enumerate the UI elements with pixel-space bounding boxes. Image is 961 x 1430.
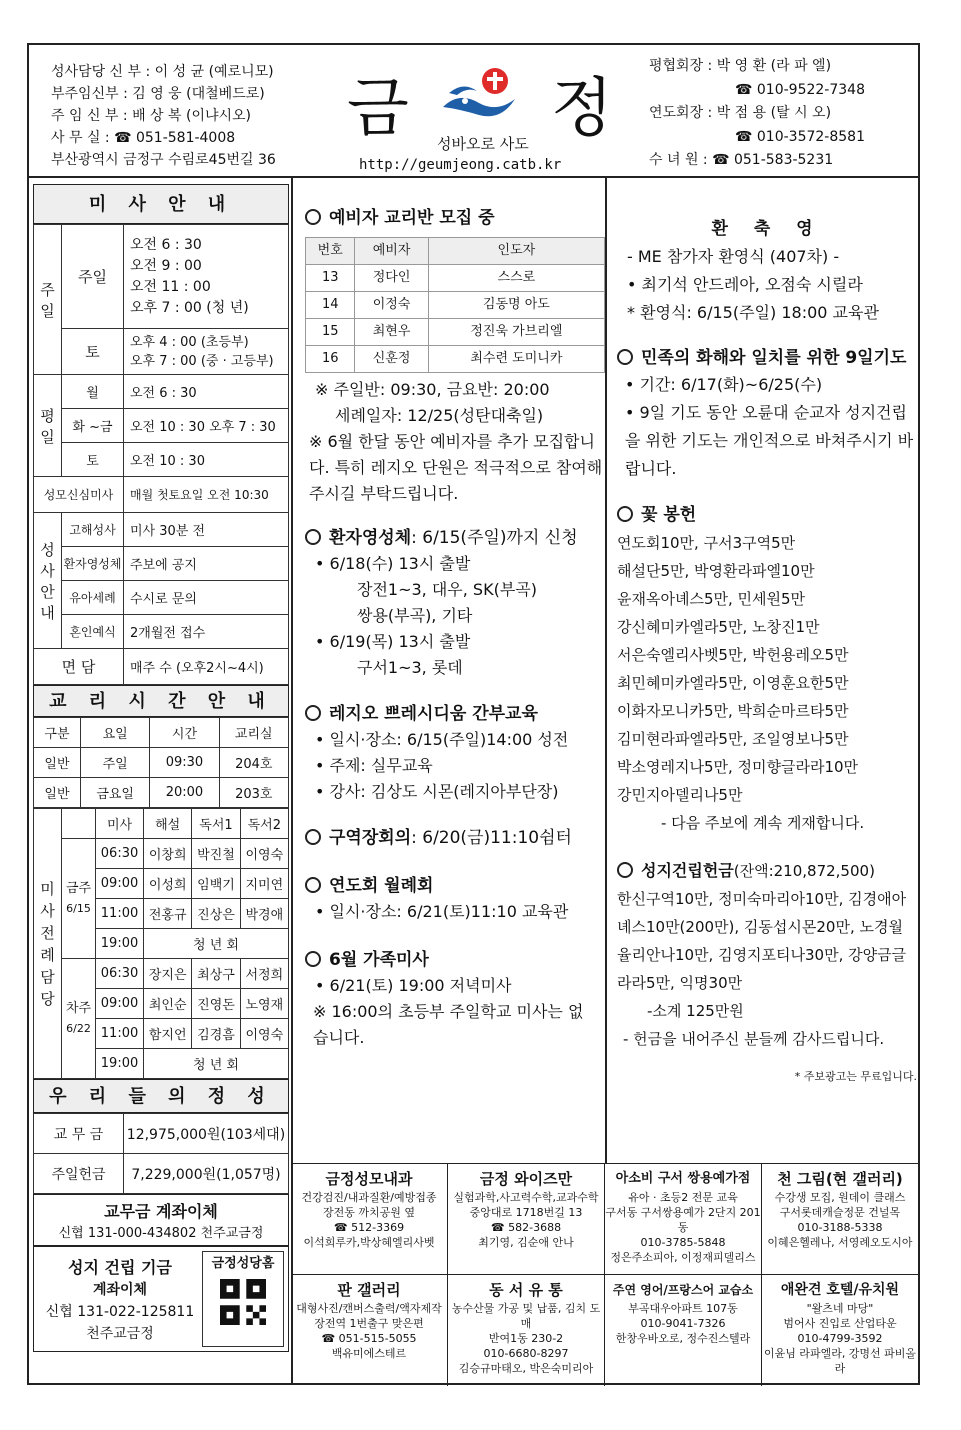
fund-offering-title: 성지건립헌금 [641, 861, 734, 880]
duty-name: 이성희 [144, 869, 192, 899]
table-cell: 16 [306, 346, 355, 373]
col-header: 번호 [306, 238, 355, 265]
title-left-char: 금 [347, 72, 411, 146]
fund-owner: 천주교금정 [86, 1326, 154, 1342]
circle-bullet-icon [305, 829, 321, 845]
mass-time: 11:00 [96, 899, 144, 929]
table-cell: 일반 [34, 748, 81, 778]
leader-line: 연도회장 : 박 점 용 (탈 시 오) [649, 105, 832, 121]
tue-fri-label: 화 ~금 [62, 409, 124, 443]
saturday-label: 토 [62, 443, 124, 477]
convent-phone: 수 녀 원 : ☎ 051-583-5231 [649, 152, 834, 168]
ad-name: 아소비 구서 쌍용예가점 [615, 1171, 751, 1186]
ad-line: 수강생 모집, 원데이 클래스 [774, 1191, 906, 1204]
circle-bullet-icon [305, 705, 321, 721]
table-cell: 이정숙 [355, 292, 428, 319]
ads-section [291, 1163, 918, 1385]
note-line: ※ 주일반: 09:30, 금요반: 20:00 [315, 380, 550, 399]
mass-time: 11:00 [96, 1019, 144, 1049]
catechumen-title: 예비자 교리반 모집 중 [329, 208, 495, 228]
masthead [329, 53, 629, 173]
ad-card [605, 1164, 762, 1274]
donor-line: 이화자모니카5만, 박희순마르타5만 [617, 702, 849, 720]
info-line: • 6/21(토) 19:00 저녁미사 [315, 976, 512, 995]
clergy-line: 주 임 신 부 : 배 상 복 (이냐시오) [51, 108, 252, 124]
duty-name: 지미연 [240, 869, 288, 899]
col-header: 교리실 [219, 718, 289, 748]
duty-name: 청 년 회 [144, 929, 289, 959]
mass-schedule-title: 미 사 안 내 [33, 184, 289, 224]
table-cell: 09:30 [150, 748, 219, 778]
week-date: 6/22 [66, 1021, 91, 1035]
week-label: 차주 [65, 1000, 92, 1016]
circle-bullet-icon [305, 529, 321, 545]
mass-time: 오후 7 : 00 (중 · 고등부) [130, 353, 274, 369]
ad-line: 건강검진/내과질환/예방접종 [301, 1191, 437, 1204]
fund-balance: (잔액:210,872,500) [733, 862, 875, 880]
welcome-line: • 최기석 안드레아, 오점숙 시릴라 [627, 275, 863, 294]
table-cell: 신훈정 [355, 346, 428, 373]
leader-line: 평협회장 : 박 영 환 (라 파 엘) [649, 58, 832, 74]
ad-line: 실험과학,사고력수학,교과수학 [453, 1191, 599, 1204]
ad-card [291, 1164, 448, 1274]
ad-line: 010-3785-5848 [640, 1236, 726, 1249]
donor-line: 강민지아델리나5만 [617, 786, 743, 804]
col-header: 미사 [96, 809, 144, 839]
subtitle: 성바오로 사도 [437, 135, 529, 153]
ad-card [762, 1275, 918, 1386]
info-line: • 강사: 김상도 시몬(레지아부단장) [315, 782, 559, 801]
circle-bullet-icon [305, 877, 321, 893]
info-line: • 일시·장소: 6/21(토)11:10 교육관 [315, 902, 569, 921]
sunday-group: 주일 [34, 225, 62, 375]
ad-card [762, 1164, 918, 1274]
mass-time: 19:00 [96, 1049, 144, 1079]
ad-line: 유아 · 초등2 전문 교육 [628, 1191, 738, 1204]
donor-line: 해설단5만, 박영환라파엘10만 [617, 562, 815, 580]
welcome-line: * 환영식: 6/15(주일) 18:00 교육관 [627, 303, 879, 322]
fund-donors: 한신구역10만, 정미숙마리아10만, 김경애아녜스10만(200만), 김동섭시몬20만, 노경월율리안나10만, 김영지포티나30만, 강양금글라라5만, 익명30만 [617, 890, 907, 992]
col-header: 예비자 [355, 238, 428, 265]
catechism-table [33, 717, 289, 808]
ad-name: 동 서 유 통 [489, 1281, 563, 1299]
table-cell: 스스로 [428, 265, 604, 292]
flower-title: 꽃 봉헌 [641, 505, 697, 525]
ad-line: 010-6680-8297 [483, 1347, 569, 1360]
schedule-line: • 6/19(목) 13시 출발 [315, 632, 471, 651]
table-cell: 금요일 [80, 778, 149, 808]
col-header: 요일 [80, 718, 149, 748]
welcome-title: 환 축 영 [711, 219, 823, 239]
clergy-line: 성사담당 신 부 : 이 성 균 (예로니모) [51, 64, 274, 80]
table-cell: 최현우 [355, 319, 428, 346]
duty-name: 장지은 [144, 959, 192, 989]
saturday-label: 토 [62, 329, 124, 375]
fund-account: 신협 131-022-125811 [45, 1304, 195, 1320]
left-column [33, 184, 289, 1352]
mass-schedule-table [33, 224, 289, 685]
table-cell: 20:00 [150, 778, 219, 808]
interview-label: 면 담 [34, 649, 124, 685]
duty-name: 전홍규 [144, 899, 192, 929]
ad-line: 구서동 구서쌍용예가 2단지 201동 [605, 1206, 761, 1234]
duty-group: 미사전례담당 [34, 809, 62, 1079]
col-header: 인도자 [428, 238, 604, 265]
district-meeting-title: 구역장회의 [329, 828, 412, 848]
sacrament-label: 환자영성체 [62, 547, 124, 581]
bulletin-frame [27, 43, 920, 1385]
donor-line: 연도회10만, 구서3구역5만 [617, 534, 796, 552]
ad-line: 대형사진/캔버스출력/액자제작 [296, 1302, 442, 1315]
fund-thanks: - 헌금을 내어주신 분들께 감사드립니다. [623, 1030, 885, 1048]
heart-mass-time: 매월 첫토요일 오전 10:30 [124, 477, 289, 513]
table-cell: 13 [306, 265, 355, 292]
mass-time: 오전 9 : 00 [130, 257, 202, 274]
monday-label: 월 [62, 375, 124, 409]
ad-line: 구서롯데캐슬정문 건널목 [779, 1206, 901, 1219]
info-line: • 주제: 실무교육 [315, 756, 433, 775]
district-meeting-time: : 6/20(금)11:10쉼터 [411, 828, 572, 848]
duty-name: 진상은 [192, 899, 240, 929]
ad-name: 천 그림(현 갤러리) [777, 1170, 903, 1188]
offering-label: 주일헌금 [34, 1154, 124, 1194]
mass-time: 오전 11 : 00 [130, 278, 211, 295]
fund-sub: 계좌이체 [92, 1282, 148, 1298]
duty-name: 이창희 [144, 839, 192, 869]
info-line: • 일시·장소: 6/15(주일)14:00 성전 [315, 730, 569, 749]
ad-line: ☎ 582-3688 [490, 1221, 562, 1234]
mass-time: 19:00 [96, 929, 144, 959]
address: 부산광역시 금정구 수림로45번길 36 [51, 152, 276, 168]
qr-label: 금정성당홈 [211, 1256, 275, 1271]
sacrament-label: 혼인예식 [62, 615, 124, 649]
mass-time: 오전 10 : 30 [124, 443, 289, 477]
mass-time: 06:30 [96, 839, 144, 869]
donor-line: 김미현라파엘라5만, 조일영보나5만 [617, 730, 849, 748]
sick-communion-deadline: : 6/15(주일)까지 신청 [411, 528, 578, 548]
duty-name: 최상구 [192, 959, 240, 989]
sacrament-group: 성사안내 [34, 513, 62, 649]
ad-line: 010-3188-5338 [797, 1221, 883, 1234]
sacrament-label: 유아세례 [62, 581, 124, 615]
col-header: 구분 [34, 718, 81, 748]
liturgy-duty-table [33, 808, 289, 1079]
ad-line: 농수산물 가공 및 납품, 김치 도매 [451, 1302, 601, 1330]
schedule-line: 구서1~3, 롯데 [357, 658, 463, 677]
sick-communion-title: 환자영성체 [329, 528, 412, 548]
account-number: 신협 131-000-434802 천주교금정 [58, 1226, 264, 1241]
table-cell: 일반 [34, 778, 81, 808]
ad-line: 010-4799-3592 [797, 1332, 883, 1345]
ad-line: 백유미에스테르 [331, 1347, 407, 1360]
ad-line: 부곡대우아파트 107동 [628, 1302, 738, 1315]
fund-subtotal: -소계 125만원 [647, 1002, 744, 1020]
website-url[interactable]: http://geumjeong.catb.kr [359, 157, 562, 173]
interview-time: 매주 수 (오후2시~4시) [124, 649, 289, 685]
mass-time: 오후 4 : 00 (초등부) [130, 334, 249, 350]
duty-name: 박진철 [192, 839, 240, 869]
sacrament-label: 고해성사 [62, 513, 124, 547]
leader-phone: ☎ 010-3572-8581 [735, 128, 865, 145]
lay-leaders [649, 55, 865, 173]
ad-line: 한창우바오로, 정수진스텔라 [615, 1332, 751, 1345]
header [29, 45, 918, 178]
catechism-title: 교 리 시 간 안 내 [33, 685, 289, 717]
week-date: 6/15 [66, 901, 91, 915]
duty-name: 이영숙 [240, 1019, 288, 1049]
fund-box [33, 1246, 289, 1352]
mass-time: 오전 6 : 30 [124, 375, 289, 409]
qr-box[interactable] [202, 1251, 284, 1347]
col-header: 독서1 [192, 809, 240, 839]
table-cell: 최수련 도미니카 [428, 346, 604, 373]
ad-line: 김승규마태오, 박은숙미리아 [458, 1362, 594, 1375]
week-label: 금주 [65, 880, 92, 896]
circle-bullet-icon [305, 209, 321, 225]
info-line: ※ 16:00의 초등부 주일학교 미사는 없습니다. [313, 1002, 584, 1047]
col-header: 시간 [150, 718, 219, 748]
col-header: 해설 [144, 809, 192, 839]
sacrament-value: 2개월전 접수 [124, 615, 289, 649]
ad-line: 범어사 진입로 산업타운 [783, 1317, 897, 1330]
schedule-line: • 6/18(수) 13시 출발 [315, 554, 471, 573]
ad-line: 이석희루카,박상혜엘리사벳 [303, 1236, 435, 1249]
middle-column [305, 205, 605, 1051]
office-phone: 사 무 실 : ☎ 051-581-4008 [51, 130, 236, 146]
ad-card [605, 1275, 762, 1386]
ad-card [448, 1164, 605, 1274]
account-box [33, 1194, 289, 1246]
donor-line: 강신혜미카엘라5만, 노창진1만 [617, 618, 820, 636]
sacrament-value: 미사 30분 전 [124, 513, 289, 547]
leader-phone: ☎ 010-9522-7348 [735, 81, 865, 98]
column-divider [605, 178, 607, 1163]
sacrament-value: 수시로 문의 [124, 581, 289, 615]
offering-value: 12,975,000원(103세대) [124, 1114, 289, 1154]
sunday-label: 주일 [62, 225, 124, 329]
duty-name: 이영숙 [240, 839, 288, 869]
weekday-group: 평일 [34, 375, 62, 477]
welcome-line: - ME 참가자 환영식 (407차) - [627, 247, 840, 266]
parish-logo-icon [439, 63, 519, 127]
fund-title: 성지 건립 기금 [68, 1258, 172, 1277]
catechumen-table [305, 237, 605, 373]
mass-time: 09:00 [96, 869, 144, 899]
ad-line: 010-9041-7326 [640, 1317, 726, 1330]
donor-line: 윤재옥아녜스5만, 민세원5만 [617, 590, 806, 608]
ad-line: ☎ 512-3369 [333, 1221, 405, 1234]
sacrament-value: 주보에 공지 [124, 547, 289, 581]
ad-line: 장전동 까치공원 옆 [322, 1206, 415, 1219]
table-cell: 주일 [80, 748, 149, 778]
duty-name: 임백기 [192, 869, 240, 899]
duty-name: 최인순 [144, 989, 192, 1019]
ad-line: 장전역 1번출구 맞은편 [314, 1317, 424, 1330]
duty-name: 김경흠 [192, 1019, 240, 1049]
ad-note: * 주보광고는 무료입니다. [794, 1070, 917, 1083]
schedule-line: 장전1~3, 대우, SK(부곡) [357, 580, 537, 599]
account-title: 교무금 계좌이체 [104, 1202, 218, 1221]
table-cell: 204호 [219, 748, 289, 778]
table-cell: 203호 [219, 778, 289, 808]
circle-bullet-icon [617, 349, 633, 365]
ad-name: 판 갤러리 [337, 1281, 401, 1299]
mass-time: 오전 10 : 30 오후 7 : 30 [124, 409, 289, 443]
diagonal-cell [62, 809, 96, 839]
offering-table [33, 1113, 289, 1194]
prayer-line: • 9일 기도 동안 오륜대 순교자 성지건립을 위한 기도는 개인적으로 바쳐주시기 바랍니다. [625, 403, 914, 478]
ad-card [291, 1275, 448, 1386]
duty-name: 박경애 [240, 899, 288, 929]
circle-bullet-icon [617, 506, 633, 522]
table-cell: 김동명 아도 [428, 292, 604, 319]
table-cell: 15 [306, 319, 355, 346]
mass-time: 오전 6 : 30 [130, 236, 202, 253]
table-cell: 14 [306, 292, 355, 319]
ad-line: 정은주소피아, 이정재피델리스 [610, 1251, 756, 1264]
clergy-info [51, 61, 276, 171]
ad-name: 애완견 호텔/유치원 [780, 1282, 900, 1298]
offering-title: 우 리 들 의 정 성 [33, 1079, 289, 1113]
schedule-line: 쌍용(부곡), 기타 [357, 606, 473, 625]
qr-code-icon[interactable] [220, 1279, 266, 1325]
col-header: 독서2 [240, 809, 288, 839]
yeondo-title: 연도회 월례회 [329, 876, 434, 896]
right-column [617, 215, 917, 1091]
donor-line: 최민혜미카엘라5만, 이영훈요한5만 [617, 674, 849, 692]
ad-name: 금정성모내과 [325, 1170, 413, 1188]
mass-time: 09:00 [96, 989, 144, 1019]
note-line: 세례일자: 12/25(성탄대축일) [335, 406, 544, 425]
title-right-char: 정 [551, 72, 615, 146]
duty-name: 서정희 [240, 959, 288, 989]
circle-bullet-icon [305, 951, 321, 967]
table-cell: 정진욱 가브리엘 [428, 319, 604, 346]
duty-name: 함지언 [144, 1019, 192, 1049]
ad-name: 금정 와이즈만 [479, 1170, 573, 1188]
ad-line: ☎ 051-515-5055 [321, 1332, 417, 1345]
prayer-line: • 기간: 6/17(화)~6/25(수) [625, 375, 823, 394]
donor-line: 박소영레지나5만, 정미향글라라10만 [617, 758, 859, 776]
duty-name: 청 년 회 [144, 1049, 289, 1079]
ad-card [448, 1275, 605, 1386]
table-cell: 정다인 [355, 265, 428, 292]
duty-name: 진영돈 [192, 989, 240, 1019]
heart-mass-label: 성모신심미사 [34, 477, 124, 513]
circle-bullet-icon [617, 862, 633, 878]
ad-line: 이윤님 라파엘라, 강명선 파비올라 [763, 1347, 917, 1375]
ad-line: 이혜은헬레나, 서영례오도시아 [767, 1236, 913, 1249]
mass-time: 오후 7 : 00 (청 년) [130, 299, 249, 316]
prayer-title: 민족의 화해와 일치를 위한 9일기도 [641, 348, 907, 368]
duty-name: 노영재 [240, 989, 288, 1019]
ad-line: 중앙대로 1718번길 13 [469, 1206, 583, 1219]
ad-name: 주연 영어/프랑스어 교습소 [612, 1283, 754, 1297]
offering-label: 교 무 금 [34, 1114, 124, 1154]
family-mass-title: 6월 가족미사 [329, 950, 429, 970]
legio-title: 레지오 쁘레시디움 간부교육 [329, 704, 538, 724]
flower-note: - 다음 주보에 계속 게재합니다. [661, 814, 865, 832]
mass-time: 06:30 [96, 959, 144, 989]
ad-line: 반여1동 230-2 [488, 1332, 564, 1345]
clergy-line: 부주임신부 : 김 영 웅 (대철베드로) [51, 86, 265, 102]
ad-line: "왈츠네 마당" [806, 1302, 874, 1315]
offering-value: 7,229,000원(1,057명) [124, 1154, 289, 1194]
ad-line: 최기영, 김순애 안나 [478, 1236, 574, 1249]
donor-line: 서은숙엘리사벳5만, 박헌용레오5만 [617, 646, 849, 664]
note-paragraph: ※ 6월 한달 동안 예비자를 추가 모집합니다. 특히 레지오 단원은 적극적으로 참여해 주시길 부탁드립니다. [309, 432, 603, 503]
